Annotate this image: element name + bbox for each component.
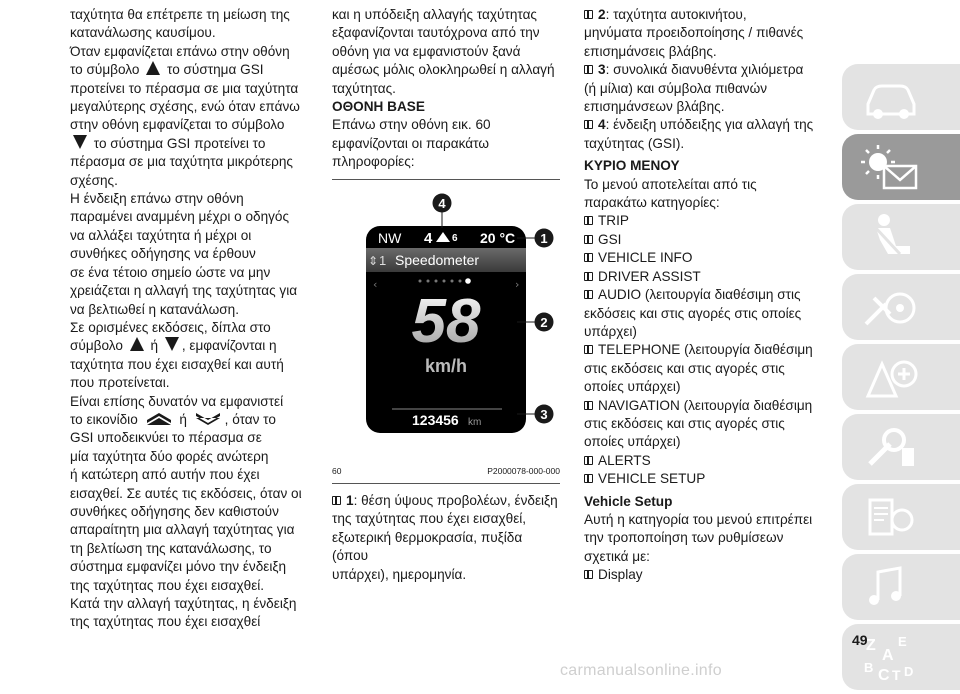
text-line: της ταχύτητας που έχει εισαχθεί: [70, 614, 261, 630]
text-fragment: σύμβολο: [70, 338, 123, 354]
text-fragment: το σύμβολο: [70, 62, 140, 78]
text-fragment: το εικονίδιο: [70, 411, 138, 427]
tab-seat-safety[interactable]: [840, 204, 960, 270]
shift-up-icon: [146, 61, 160, 75]
warning-lights-icon: [860, 140, 920, 194]
text-line: οποίες υπάρχει): [584, 379, 681, 395]
tab-car-info[interactable]: [840, 64, 960, 130]
menu-item: [584, 470, 814, 488]
index-letter: C: [878, 667, 890, 684]
tab-warning-lights[interactable]: [840, 134, 960, 200]
text-line: Αυτή η κατηγορία του μενού επιτρέπει: [584, 511, 813, 527]
tab-emergency[interactable]: [840, 344, 960, 410]
book-icon: [332, 496, 341, 505]
text-line: ταχύτητας (GSI).: [584, 135, 685, 151]
legend-number: 1: [346, 493, 354, 509]
text-line: σχετικά με:: [584, 548, 650, 564]
text-line: [70, 411, 325, 429]
book-icon: [584, 456, 593, 465]
callout-3-label: 3: [540, 406, 548, 422]
legend-number: 3: [598, 62, 606, 78]
index-letter: T: [892, 667, 901, 683]
instrument-cluster-illustration: [332, 180, 560, 460]
tab-multimedia[interactable]: [840, 554, 960, 620]
car-info-icon: [860, 70, 920, 124]
menu-item: [584, 452, 814, 470]
text-line: ταχύτητα που έχει εισαχθεί και αυτή: [70, 356, 284, 372]
text-fragment: TELEPHONE (λειτουργία διαθέσιμη: [598, 342, 813, 358]
text-line: παραμένει αναμμένη μέχρι ο οδηγός: [70, 209, 290, 225]
menu-item: [584, 566, 814, 584]
legend-item-3: [584, 61, 814, 79]
menu-item: [584, 231, 814, 249]
book-icon: [584, 290, 593, 299]
text-line: να αλλάξει ταχύτητα ή μέχρι οι: [70, 227, 252, 243]
book-icon: [584, 65, 593, 74]
text-line: Το μενού αποτελείται από τις: [584, 176, 757, 192]
legend-number: 4: [598, 117, 606, 133]
book-icon: [584, 120, 593, 129]
menu-updown-icon: ⇕: [368, 253, 379, 268]
book-icon: [584, 216, 593, 225]
maintenance-icon: [860, 420, 920, 474]
callout-1-label: 1: [540, 230, 548, 246]
text-fragment: : συνολικά διανυθέντα χιλιόμετρα: [605, 62, 804, 78]
odometer-unit: km: [468, 416, 482, 428]
text-line: εισαχθεί. Σε αυτές τις εκδόσεις, όταν οι: [70, 485, 302, 501]
text-fragment: ή: [150, 338, 159, 354]
index-letter: A: [882, 647, 894, 664]
emergency-icon: [860, 350, 920, 404]
text-line: και η υπόδειξη αλλαγής ταχύτητας: [332, 7, 537, 22]
section-heading: ΚΥΡΙΟ ΜΕΝΟΥ: [584, 158, 680, 174]
suggested-gear: 6: [452, 232, 458, 244]
text-line: στις εκδόσεις και στις αγορές στις: [584, 415, 785, 431]
text-line: οποίες υπάρχει): [584, 434, 681, 450]
section-heading: ΟΘΟΝΗ BASE: [332, 99, 425, 115]
text-line: ταχύτητας.: [332, 80, 396, 96]
watermark: carmanualsonline.info: [560, 662, 722, 679]
page-number: 49: [852, 632, 868, 648]
text-line: να βελτιωθεί η κατανάλωση.: [70, 301, 239, 317]
text-line: Επάνω στην οθόνη εικ. 60: [332, 117, 491, 133]
text-line: παρακάτω κατηγορίες:: [584, 195, 720, 211]
text-line: εμφανίζονται οι παρακάτω: [332, 135, 489, 151]
text-fragment: : ταχύτητα αυτοκινήτου,: [605, 7, 747, 22]
text-line: επισημάνσεων βλάβης.: [584, 99, 725, 115]
text-line: εκδόσεις και στις αγορές στις οποίες: [584, 305, 802, 321]
tab-technical-data[interactable]: [840, 484, 960, 550]
menu-title: Speedometer: [395, 251, 480, 268]
text-fragment: , εμφανίζονται η: [181, 338, 277, 354]
index-letter: E: [898, 634, 907, 649]
text-fragment: AUDIO (λειτουργία διαθέσιμη στις: [598, 287, 801, 303]
double-shift-up-icon: [145, 413, 173, 425]
text-line: που προτείνεται.: [70, 375, 170, 391]
text-line: πληροφορίες:: [332, 154, 415, 170]
text-line: [70, 337, 325, 355]
legend-item-2: [584, 6, 814, 24]
text-line: Σε ορισμένες εκδόσεις, δίπλα στο: [70, 319, 271, 335]
book-icon: [584, 474, 593, 483]
text-line: συνθήκες οδήγησης δεν καθιστούν: [70, 503, 279, 519]
text-fragment: το σύστημα GSI: [167, 62, 264, 78]
menu-item: [584, 268, 814, 286]
text-line: Κατά την αλλαγή ταχύτητας, η ένδειξη: [70, 596, 297, 611]
text-line: [70, 135, 325, 153]
text-fragment: VEHICLE INFO: [598, 250, 693, 266]
text-fragment: ALERTS: [598, 452, 651, 468]
book-icon: [584, 570, 593, 579]
text-line: (ή μίλια) και σύμβολα πιθανών: [584, 80, 768, 96]
text-line: μία ταχύτητα δύο φορές ανώτερη: [70, 448, 269, 464]
menu-item: [584, 249, 814, 267]
technical-data-icon: [860, 490, 920, 544]
text-line: σχέσης.: [70, 172, 118, 188]
text-fragment: NAVIGATION (λειτουργία διαθέσιμη: [598, 397, 813, 413]
dashboard-figure: [332, 180, 560, 460]
shift-down-icon: [73, 135, 87, 149]
text-line: στις εκδόσεις και στις αγορές στις: [584, 360, 785, 376]
callout-2-label: 2: [540, 314, 548, 330]
text-line: της ταχύτητας που έχει εισαχθεί.: [70, 577, 265, 593]
text-line: πέρασμα σε μια ταχύτητα μικρότερης: [70, 154, 293, 170]
text-line: εξωτερική θερμοκρασία, πυξίδα (όπου: [332, 529, 523, 564]
figure-number: 60: [332, 465, 342, 476]
text-line: Είναι επίσης δυνατόν να εμφανιστεί: [70, 393, 284, 409]
menu-item: [584, 212, 814, 230]
column-1: [70, 6, 325, 632]
text-line: επισημάνσεις βλάβης.: [584, 43, 717, 59]
speed-readout: 58: [411, 286, 481, 356]
column-2: [332, 6, 560, 584]
text-line: εξαφανίζονται ταυτόχρονα από την: [332, 25, 540, 41]
figure-code: P2000078-000-000: [487, 465, 560, 476]
column-3: [584, 6, 814, 585]
text-line: οθόνη για να εμφανιστούν ξανά: [332, 43, 521, 59]
speed-unit: km/h: [424, 355, 468, 376]
text-line: την τροποποίηση των ρυθμίσεων: [584, 530, 784, 546]
book-icon: [584, 272, 593, 281]
text-fragment: : θέση ύψους προβολέων, ένδειξη: [353, 493, 558, 509]
text-line: μεγαλύτερης σχέσης, ενώ όταν επάνω: [70, 99, 300, 115]
index-letter: B: [864, 660, 874, 675]
text-line: συνθήκες οδήγησης να έρθουν: [70, 246, 256, 262]
book-icon: [584, 253, 593, 262]
text-line: [70, 61, 325, 79]
text-line: αμέσως μόλις ολοκληρωθεί η αλλαγή: [332, 62, 555, 78]
menu-index: 1: [379, 252, 387, 268]
outside-temperature: 20 °C: [480, 229, 516, 246]
legend-item-4: [584, 116, 814, 134]
book-icon: [584, 345, 593, 354]
text-fragment: GSI: [598, 231, 622, 247]
index-icon: [860, 630, 920, 684]
book-icon: [584, 10, 593, 19]
text-line: της ταχύτητας που έχει εισαχθεί,: [332, 511, 527, 527]
text-line: Η ένδειξη επάνω στην οθόνη: [70, 191, 244, 207]
menu-item: [584, 397, 814, 415]
text-line: σε ένα τέτοιο σημείο ώστε να μην: [70, 264, 271, 280]
menu-item: [584, 286, 814, 304]
text-line: τη βελτίωση της κατανάλωσης, το: [70, 540, 272, 556]
double-shift-down-icon: [194, 413, 222, 425]
text-line: προτείνει το πέρασμα σε μια ταχύτητα: [70, 80, 299, 96]
index-letter: D: [904, 664, 914, 679]
tab-starting-driving[interactable]: [840, 274, 960, 340]
book-icon: [584, 235, 593, 244]
book-icon: [584, 401, 593, 410]
shift-up-icon: [130, 337, 144, 351]
text-line: απαραίτητη μια αλλαγή ταχύτητας για: [70, 522, 295, 538]
text-line: στην οθόνη εμφανίζεται το σύμβολο: [70, 117, 285, 133]
page-right-icon: ›: [515, 277, 520, 291]
text-fragment: TRIP: [598, 213, 629, 229]
text-line: σύστημα εμφανίζει μόνο την ένδειξη: [70, 559, 287, 575]
text-fragment: DRIVER ASSIST: [598, 268, 701, 284]
starting-driving-icon: [860, 280, 920, 334]
text-line: ή κατώτερη από αυτήν που έχει: [70, 467, 260, 483]
callout-4-label: 4: [438, 195, 446, 211]
text-fragment: , όταν το: [224, 411, 276, 427]
current-gear: 4: [424, 229, 433, 247]
chapter-tabs: [840, 64, 960, 694]
text-line: μηνύματα προειδοποίησης / πιθανές: [584, 25, 804, 41]
text-line: κατανάλωσης καυσίμου.: [70, 25, 216, 41]
odometer-value: 123456: [412, 411, 459, 428]
multimedia-icon: [860, 560, 920, 614]
text-line: υπάρχει), ημερομηνία.: [332, 566, 467, 582]
figure-caption: [332, 462, 560, 480]
text-line: υπάρχει): [584, 323, 637, 339]
text-fragment: VEHICLE SETUP: [598, 471, 706, 487]
tab-maintenance[interactable]: [840, 414, 960, 480]
index-letter: Z: [866, 637, 876, 654]
text-line: Όταν εμφανίζεται επάνω στην οθόνη: [70, 43, 290, 59]
page-left-icon: ‹: [373, 277, 378, 291]
text-line: GSI υποδεικνύει το πέρασμα σε: [70, 430, 262, 446]
text-line: ταχύτητα θα επέτρεπε τη μείωση της: [70, 7, 290, 22]
menu-item: [584, 341, 814, 359]
text-fragment: το σύστημα GSI προτείνει το: [93, 135, 266, 151]
text-fragment: : ένδειξη υπόδειξης για αλλαγή της: [605, 117, 814, 133]
figure-bottom-rule: [332, 483, 560, 484]
text-fragment: ή: [179, 411, 187, 427]
seat-safety-icon: [860, 210, 920, 264]
shift-down-icon: [165, 337, 179, 351]
legend-number: 2: [598, 7, 606, 22]
legend-item-1: [332, 492, 560, 510]
section-heading: Vehicle Setup: [584, 493, 673, 509]
text-fragment: Display: [598, 567, 643, 583]
compass-readout: NW: [378, 229, 402, 246]
text-line: χρειάζεται η αλλαγή της ταχύτητας για: [70, 283, 298, 299]
